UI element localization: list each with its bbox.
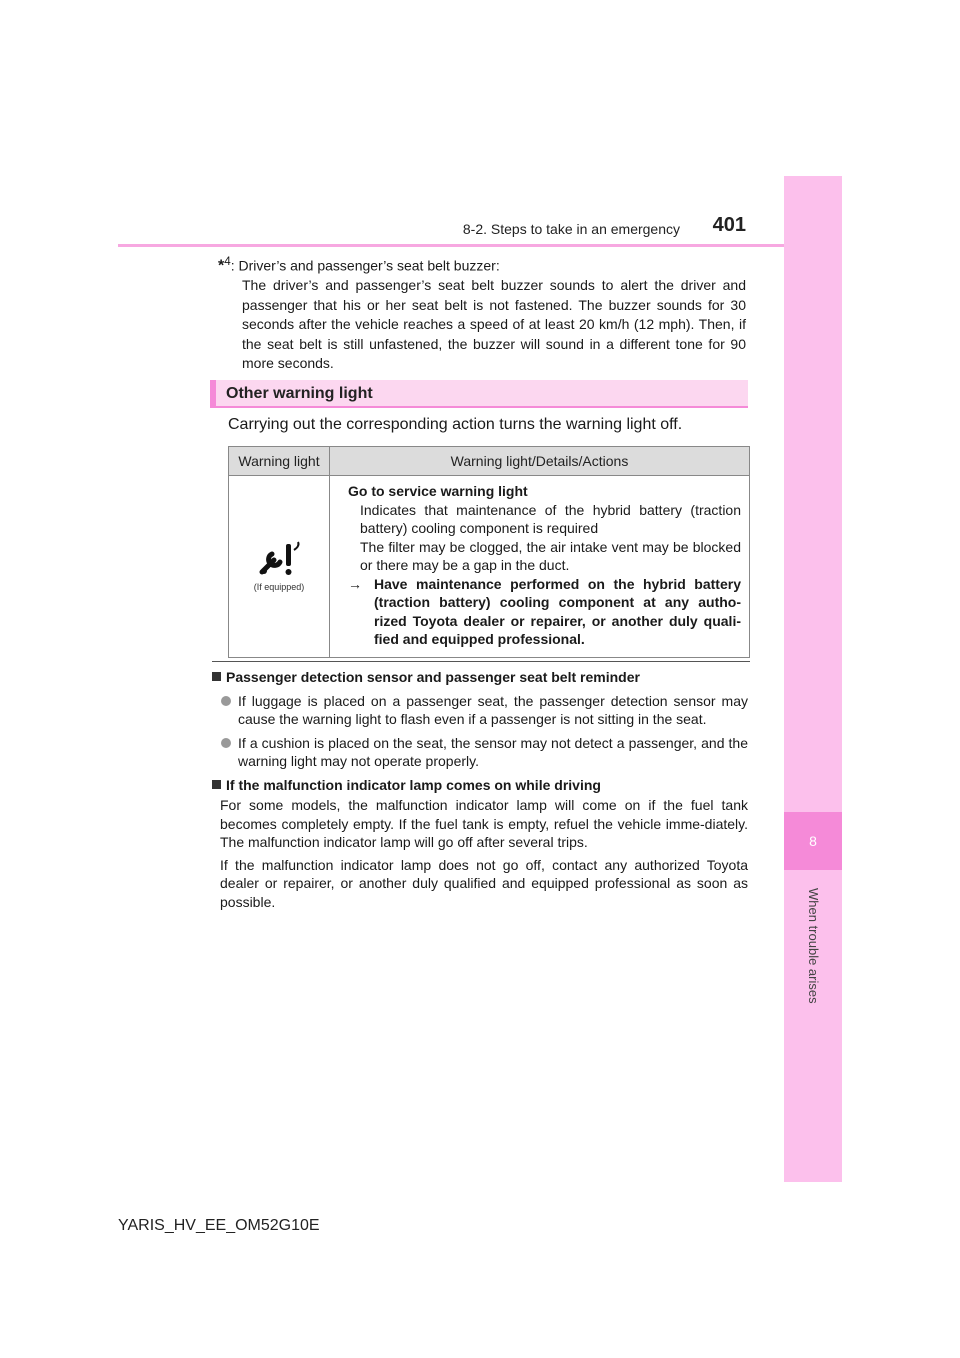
footnote-title: : Driver’s and passenger’s seat belt buzzer: xyxy=(230,257,500,274)
chapter-number: 8 xyxy=(784,812,842,870)
section-title: 8-2. Steps to take in an emergency xyxy=(462,221,680,237)
section-banner: Other warning light xyxy=(210,380,748,408)
passenger-sensor-bullet-1: If luggage is placed on a passenger seat, the passenger detection sensor may cause the warning light to flash even if a passenger is not sitting in the seat. xyxy=(221,692,748,729)
malfunction-paragraph-1: For some models, the malfunction indicator lamp will come on if the fuel tank becomes completely empty. If the fuel tank is empty, refuel the vehicle imme-diately. The malfunction indicator lamp will go off after several trips. xyxy=(220,797,748,850)
action-arrow: → xyxy=(348,575,362,592)
notes-section xyxy=(212,666,748,911)
chapter-side-tab xyxy=(784,176,842,1182)
table-row xyxy=(229,476,750,658)
service-wrench-exclamation-icon xyxy=(256,540,302,580)
warning-title: Go to service warning light xyxy=(348,483,528,499)
intro-text: Carrying out the corresponding action turns the warning light off. xyxy=(228,416,683,433)
warning-detail-2: The filter may be clogged, the air intake vent may be blocked or there may be a gap in the duct. xyxy=(360,538,741,573)
page-number: 401 xyxy=(712,214,746,236)
malfunction-paragraph-2: If the malfunction indicator lamp does not go off, contact any authorized Toyota dealer or repairer, or another duly qualified and equipped professional as soon as possible. xyxy=(220,856,748,910)
warning-action xyxy=(348,575,741,649)
footnote-body: The driver’s and passenger’s seat belt buzzer sounds to alert the driver and passenger that his or her seat belt is not fastened. The buzzer sounds for 30 seconds after the vehicle reaches a speed of at least 20 km/h (12 mph). Then, if the seat belt is still unfastened, the buzzer will sound in a different tone for 90 more seconds. xyxy=(242,277,746,372)
table-header-row xyxy=(229,447,750,476)
warning-detail-1: Indicates that maintenance of the hybrid battery (traction battery) cooling component is required xyxy=(360,501,741,536)
warning-light-table xyxy=(228,446,750,658)
section-divider xyxy=(212,661,750,662)
warning-action-text: Have maintenance performed on the hybrid battery (traction battery) cooling component at any autho-rized Toyota dealer or repairer, or another duly quali-fied and equipped professional. xyxy=(374,575,741,647)
passenger-sensor-heading: Passenger detection sensor and passenger seat belt reminder xyxy=(212,668,748,687)
footnote-title-line xyxy=(218,252,746,276)
column-header-details: Warning light/Details/Actions xyxy=(330,447,750,476)
column-header-warning-light: Warning light xyxy=(229,447,330,476)
footnote-marker: * xyxy=(218,257,225,275)
if-equipped-note: (If equipped) xyxy=(253,582,305,593)
document-code-footer: YARIS_HV_EE_OM52G10E xyxy=(118,1217,320,1234)
page-header xyxy=(118,214,784,247)
passenger-sensor-bullet-2: If a cushion is placed on the seat, the sensor may not detect a passenger, and the warning light may not operate properly. xyxy=(221,734,748,771)
footnote-superscript: 4 xyxy=(224,255,231,268)
chapter-title: When trouble arises xyxy=(806,888,821,1004)
warning-details-cell xyxy=(330,476,750,658)
seat-belt-buzzer-footnote xyxy=(218,252,746,374)
warning-icon-cell xyxy=(229,476,330,658)
malfunction-lamp-heading: If the malfunction indicator lamp comes on while driving xyxy=(212,776,748,795)
